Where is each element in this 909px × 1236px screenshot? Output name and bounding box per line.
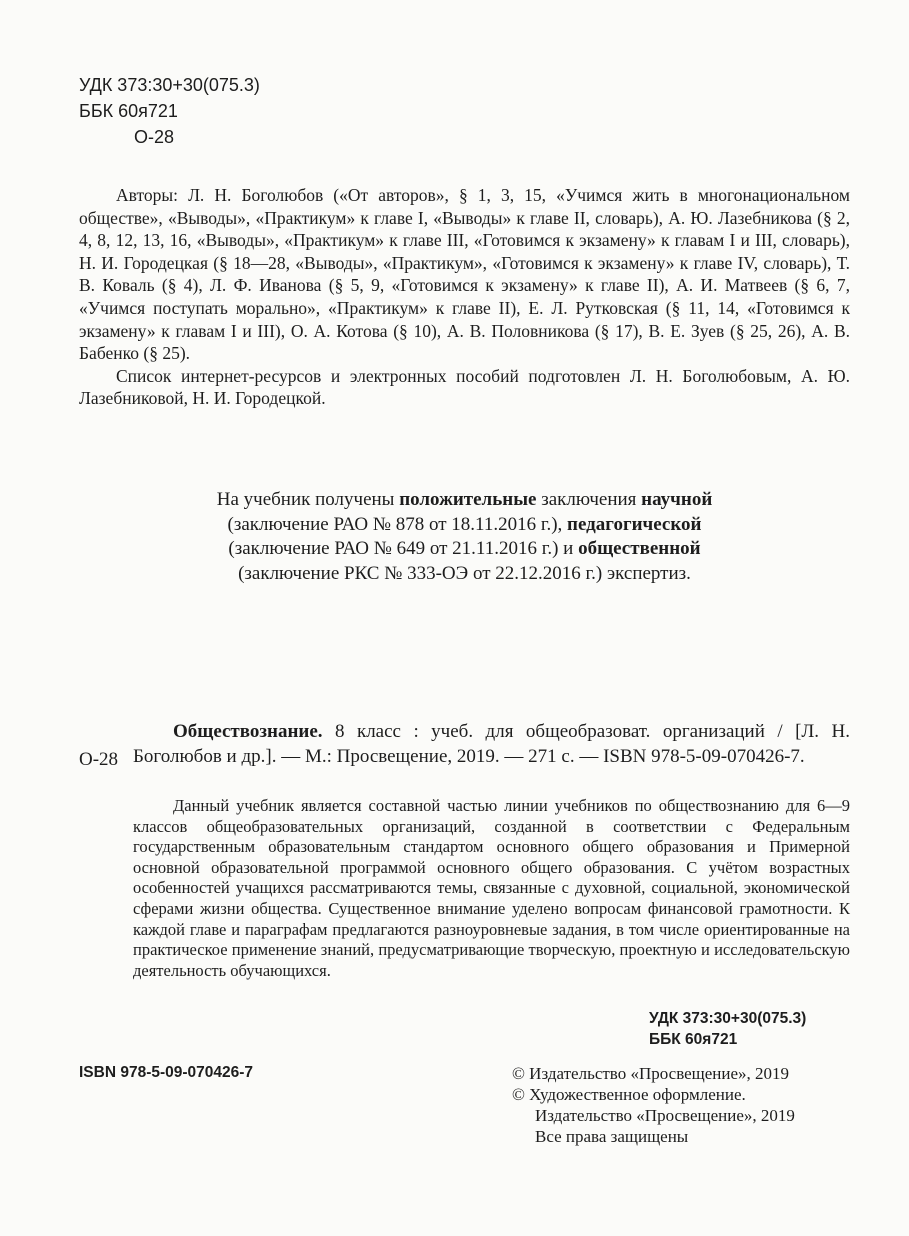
bbk-code: ББК 60я721 [79, 101, 178, 121]
bibliographic-record [133, 720, 850, 769]
review-emphasis: научной [641, 489, 713, 510]
review-statement [79, 488, 850, 586]
abstract [133, 796, 850, 981]
review-text: заключения [536, 489, 642, 510]
udk-code: УДК 373:30+30(075.3) [79, 75, 260, 95]
classification-codes [79, 72, 260, 150]
copyright-line-3: Издательство «Просвещение», 2019 [535, 1106, 795, 1125]
footer-classification-codes [649, 1008, 806, 1050]
footer-bbk: ББК 60я721 [649, 1031, 738, 1048]
footer-udk: УДК 373:30+30(075.3) [649, 1010, 807, 1027]
review-text: (заключение РАО № 878 от 18.11.2016 г.), [227, 513, 568, 535]
copyright-notice [512, 1063, 795, 1147]
abstract-text: Данный учебник является составной частью линии учебников по обществознанию для 6—9 классов общеобразовательных организаций, созданной в соответствии с Федеральным государственным образовательным стандартом основного общего образования и Примерной основной образовательной программой основного общего образования. С учётом возрастных особенностей учащихся рассматриваются темы, связанные с духовной, социальной, экономической сферами жизни общества. Существенное внимание уделено вопросам финансовой грамотности. К каждой главе и параграфам предлагаются разноуровневые задания, в том числе ориентированные на практическое применение знаний, предусматривающие творческую, проектную и исследовательскую деятельность обучающихся. [133, 796, 850, 980]
resources-text: Список интернет-ресурсов и электронных пособий подготовлен Л. Н. Боголюбовым, А. Ю. Лазебниковой, Н. И. Городецкой. [79, 365, 850, 409]
review-line-2 [79, 513, 850, 538]
review-text: На учебник получены [216, 489, 400, 510]
authors-text: Авторы: Л. Н. Боголюбов («От авторов», § 1, 3, 15, «Учимся жить в многонациональном обществе», «Выводы», «Практикум» к главе I, «Выводы» к главе II, словарь), А. Ю. Лазебникова (§ 2, 4, 8, 12, 13, 16, «Выводы», «Практикум» к главе III, «Готовимся к экзамену» к главам I и III, словарь), Н. И. Городецкая (§ 18—28, «Выводы», «Практикум», «Готовимся к экзамену» к главе IV, словарь), Т. В. Коваль (§ 4), Л. Ф. Иванова (§ 5, 9, «Готовимся к экзамену» к главе II), А. И. Матвеев (§ 6, 7, «Учимся поступать морально», «Практикум» к главе II), Е. Л. Рутковская (§ 11, 14, «Готовимся к экзамену» к главам I и III), О. А. Котова (§ 10), А. В. Половникова (§ 17), В. Е. Зуев (§ 25, 26), А. В. Бабенко (§ 25). [79, 185, 850, 364]
review-emphasis: положительные [399, 489, 537, 510]
biblio-author-mark: О-28 [79, 749, 119, 770]
author-mark: О-28 [134, 127, 175, 147]
review-line-1 [79, 488, 850, 513]
review-emphasis: общественной [578, 538, 701, 559]
copyright-line-2: © Художественное оформление. [512, 1085, 746, 1104]
review-emphasis: педагогической [567, 513, 702, 535]
isbn: ISBN 978-5-09-070426-7 [79, 1064, 254, 1081]
review-line-4: (заключение РКС № 333-ОЭ от 22.12.2016 г.) экспертиз. [238, 562, 691, 584]
review-line-3 [79, 537, 850, 562]
biblio-text [133, 720, 850, 769]
review-text: (заключение РАО № 649 от 21.11.2016 г.) и [228, 538, 579, 559]
book-title: Обществознание. [173, 721, 323, 742]
copyright-line-1: © Издательство «Просвещение», 2019 [512, 1064, 790, 1083]
biblio-details: 8 класс : учеб. для общеобразоват. организаций / [Л. Н. Боголюбов и др.]. — М.: Просвещение, 2019. — 271 с. — ISBN 978-5-09-070426-7. [133, 721, 850, 767]
copyright-line-4: Все права защищены [535, 1127, 689, 1146]
authors-block [79, 184, 850, 410]
